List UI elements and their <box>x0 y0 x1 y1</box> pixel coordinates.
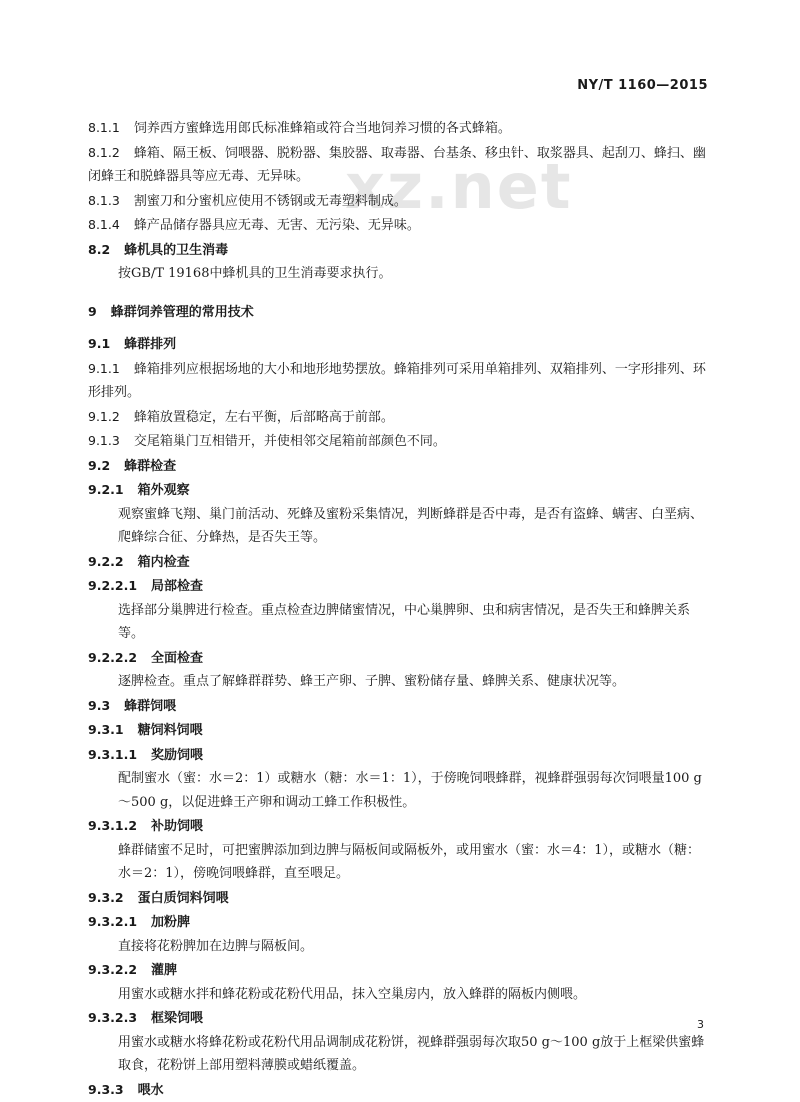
heading-9-2-2-1: 9.2.2.1 局部检查 <box>88 574 712 599</box>
clause-9-1-2: 9.1.2 蜂箱放置稳定，左右平衡，后部略高于前部。 <box>88 405 712 430</box>
document-body <box>88 116 712 1102</box>
paragraph-9-3-1-1: 配制蜜水（蜜：水＝2：1）或糖水（糖：水＝1：1），于傍晚饲喂蜂群，视蜂群强弱每次饲喂量100 g～500 g，以促进蜂王产卵和调动工蜂工作积极性。 <box>88 767 712 814</box>
heading-9-3-2-3: 9.3.2.3 框梁饲喂 <box>88 1006 712 1031</box>
heading-9-3-3: 9.3.3 喂水 <box>88 1078 712 1102</box>
clause-8-1-4: 8.1.4 蜂产品储存器具应无毒、无害、无污染、无异味。 <box>88 213 712 238</box>
heading-9-3-2-1: 9.3.2.1 加粉脾 <box>88 910 712 935</box>
heading-9-2-2: 9.2.2 箱内检查 <box>88 550 712 575</box>
paragraph-9-2-2-1: 选择部分巢脾进行检查。重点检查边脾储蜜情况，中心巢脾卵、虫和病害情况，是否失王和蜂脾关系等。 <box>88 599 712 646</box>
page-number: 3 <box>697 1018 704 1031</box>
heading-9-3-1-1: 9.3.1.1 奖励饲喂 <box>88 743 712 768</box>
heading-9-3-1: 9.3.1 糖饲料饲喂 <box>88 718 712 743</box>
clause-9-1-1: 9.1.1 蜂箱排列应根据场地的大小和地形地势摆放。蜂箱排列可采用单箱排列、双箱排列、一字形排列、环形排列。 <box>88 357 712 405</box>
heading-9-3-2: 9.3.2 蛋白质饲料饲喂 <box>88 886 712 911</box>
heading-9-3-2-2: 9.3.2.2 灌脾 <box>88 958 712 983</box>
clause-8-1-3: 8.1.3 割蜜刀和分蜜机应使用不锈钢或无毒塑料制成。 <box>88 189 712 214</box>
heading-8-2: 8.2 蜂机具的卫生消毒 <box>88 238 712 263</box>
paragraph-9-3-2-1: 直接将花粉脾加在边脾与隔板间。 <box>88 935 712 959</box>
paragraph-9-3-1-2: 蜂群储蜜不足时，可把蜜脾添加到边脾与隔板间或隔板外，或用蜜水（蜜：水＝4：1），或糖水（糖：水＝2：1），傍晚饲喂蜂群，直至喂足。 <box>88 839 712 886</box>
paragraph-9-3-2-3: 用蜜水或糖水将蜂花粉或花粉代用品调制成花粉饼，视蜂群强弱每次取50 g～100 g放于上框梁供蜜蜂取食，花粉饼上部用塑料薄膜或蜡纸覆盖。 <box>88 1031 712 1078</box>
heading-9-2-2-2: 9.2.2.2 全面检查 <box>88 646 712 671</box>
paragraph-9-3-2-2: 用蜜水或糖水拌和蜂花粉或花粉代用品，抹入空巢房内，放入蜂群的隔板内侧喂。 <box>88 983 712 1007</box>
clause-8-1-1: 8.1.1 饲养西方蜜蜂选用郎氏标准蜂箱或符合当地饲养习惯的各式蜂箱。 <box>88 116 712 141</box>
paragraph-8-2: 按GB/T 19168中蜂机具的卫生消毒要求执行。 <box>88 262 712 286</box>
heading-9: 9 蜂群饲养管理的常用技术 <box>88 300 712 325</box>
paragraph-9-2-2-2: 逐脾检查。重点了解蜂群群势、蜂王产卵、子脾、蜜粉储存量、蜂脾关系、健康状况等。 <box>88 670 712 694</box>
watermark: xz.net <box>345 150 572 223</box>
heading-9-3: 9.3 蜂群饲喂 <box>88 694 712 719</box>
clause-8-1-2: 8.1.2 蜂箱、隔王板、饲喂器、脱粉器、集胶器、取毒器、台基条、移虫针、取浆器具、起刮刀、蜂扫、幽闭蜂王和脱蜂器具等应无毒、无异味。 <box>88 141 712 189</box>
heading-9-2-1: 9.2.1 箱外观察 <box>88 478 712 503</box>
clause-9-1-3: 9.1.3 交尾箱巢门互相错开，并使相邻交尾箱前部颜色不同。 <box>88 429 712 454</box>
heading-9-1: 9.1 蜂群排列 <box>88 332 712 357</box>
heading-9-2: 9.2 蜂群检查 <box>88 454 712 479</box>
standard-code-header: NY/T 1160—2015 <box>577 78 708 93</box>
paragraph-9-2-1: 观察蜜蜂飞翔、巢门前活动、死蜂及蜜粉采集情况，判断蜂群是否中毒，是否有盗蜂、螨害、白垩病、爬蜂综合征、分蜂热，是否失王等。 <box>88 503 712 550</box>
heading-9-3-1-2: 9.3.1.2 补助饲喂 <box>88 814 712 839</box>
